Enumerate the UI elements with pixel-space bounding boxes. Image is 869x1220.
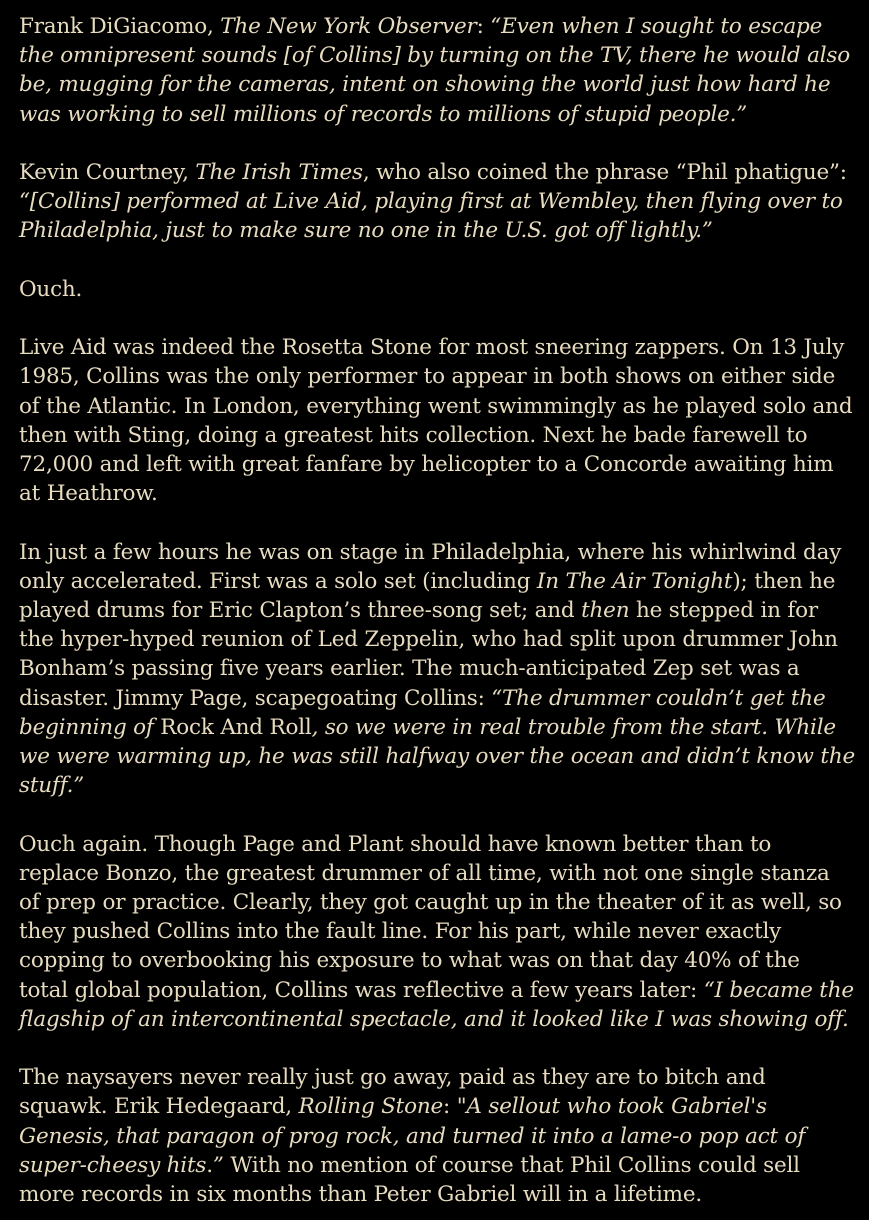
text-segment: In just a few hours he was on stage in Philadelphia, where his whirlwind day only accelerated. First was a solo set (including [19, 539, 842, 594]
italic-text-segment: “[Collins] performed at Live Aid, playing first at Wembley, then flying over to Philadelphia, just to make sure no one in the U.S. got off lightly.” [19, 189, 843, 244]
paragraph-ouch-again [19, 830, 855, 1034]
text-segment: : [476, 14, 491, 39]
text-segment: Frank DiGiacomo, [19, 14, 221, 39]
italic-text-segment: Rolling Stone [298, 1094, 444, 1120]
text-segment: Ouch. [19, 276, 83, 302]
text-segment: : [443, 1094, 457, 1120]
paragraph-live-aid-philadelphia [19, 538, 855, 801]
paragraph-naysayers [19, 1063, 855, 1209]
italic-text-segment: “Even when I sought to escape the omnipresent sounds [of Collins] by turning on the TV, there he would also be, mugging for the cameras, intent on showing the world just how hard he was working to sell millions of records to millions of stupid people.” [19, 14, 851, 127]
italic-text-segment: The Irish Times [195, 160, 363, 185]
text-segment: he stepped in for the hyper-hyped reunion of Led Zeppelin, who had split upon drummer John Bonham’s passing five years earlier. The much-anticipated Zep set was a disaster. Jimmy Page, scapegoating Collins: [19, 598, 838, 711]
text-segment: ); then he played drums for Eric Clapton’s three-song set; and [19, 568, 836, 623]
italic-text-segment: In The Air Tonight [536, 568, 733, 594]
text-segment: Ouch again. Though Page and Plant should have known better than to replace Bonzo, the greatest drummer of all time, with not one single stanza of prep or practice. Clearly, they got caught up in the theater of it as well, so they pushed Collins into the fault line. For his part, while never exactly copping to overbooking his exposure to what was on that day 40% of the total global population, Collins was reflective a few years later: [19, 831, 842, 1003]
italic-text-segment: “I became the flagship of an intercontinental spectacle, and it looked like I was showing off. [19, 977, 854, 1032]
italic-text-segment: , so we were in real trouble from the start. While we were warming up, he was still halfway over the ocean and didn’t know the stuff.” [19, 714, 856, 799]
italic-text-segment: then [581, 598, 630, 623]
italic-text-segment: ” [212, 1152, 224, 1178]
paragraph-irish-times-quote [19, 158, 855, 246]
italic-text-segment: The New York Observer [220, 14, 477, 39]
text-segment: , who also coined the phrase “Phil phatigue”: [362, 160, 847, 185]
paragraph-observer-quote [19, 12, 855, 129]
italic-text-segment: "A sellout who took Gabriel's Genesis, that paragon of prog rock, and turned it into a lame-o pop act of super-cheesy hits [19, 1094, 806, 1178]
text-segment: Kevin Courtney, [19, 160, 196, 185]
text-segment: The naysayers never really just go away, paid as they are to bitch and squawk. Erik Hedegaard, [19, 1065, 766, 1120]
text-segment: Live Aid was indeed the Rosetta Stone for most sneering zappers. On 13 July 1985, Collins was the only performer to appear in both shows on either side of the Atlantic. In London, everything went swimmingly as he played solo and then with Sting, doing a greatest hits collection. Next he bade farewell to 72,000 and left with great fanfare by helicopter to a Concorde awaiting him at Heathrow. [19, 335, 853, 507]
paragraph-ouch [19, 275, 855, 304]
text-segment: Rock And Roll [160, 714, 312, 740]
paragraph-live-aid-london [19, 333, 855, 508]
italic-text-segment: “The drummer couldn’t get the beginning of [19, 685, 826, 740]
text-segment: With no mention of course that Phil Collins could sell more records in six months than Peter Gabriel will in a lifetime. [19, 1152, 800, 1208]
text-segment: . [206, 1152, 213, 1178]
